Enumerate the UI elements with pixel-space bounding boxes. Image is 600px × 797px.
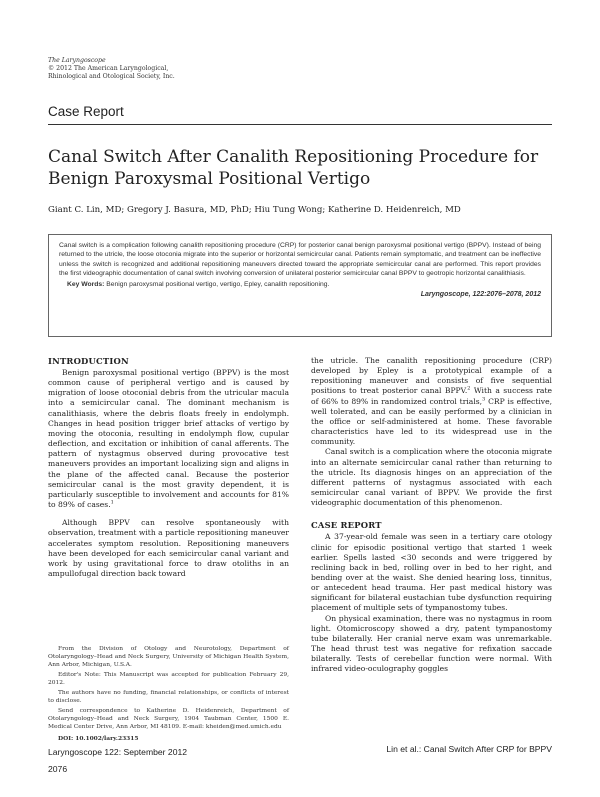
copyright-line: © 2012 The American Laryngological, xyxy=(48,65,169,72)
right-paragraph-1 xyxy=(311,356,552,447)
left-column xyxy=(48,356,289,579)
right-paragraph-2: Canal switch is a complication where the otoconia migrate into an alternate semicircular canal rather than returning to the utricle. Its diagnosis hinges on an appreciation of the different patterns of nystagmus associated with each semicircular canal variant of BPPV. We provide the first videographic documentation of this phenomenon. xyxy=(311,447,552,508)
keywords-text: Benign paroxysmal positional vertigo, vertigo, Epley, canalith repositioning. xyxy=(106,280,330,288)
keywords-line xyxy=(59,280,541,289)
footnote-funding: The authors have no funding, financial relationships, or conflicts of interest to disclose. xyxy=(48,690,289,704)
rp1-b: With a success rate of 66% to 89% in randomized control trials, xyxy=(311,386,552,406)
ref-3: 3 xyxy=(482,396,486,403)
page-number: 2076 xyxy=(48,764,68,774)
society-line: Rhinological and Otological Society, Inc. xyxy=(48,73,175,80)
right-column xyxy=(311,356,552,675)
case-paragraph-1: A 37-year-old female was seen in a tertiary care otology clinic for episodic positional vertigo that started 1 week earlier. Spells lasted <30 seconds and were triggered by reclining back in bed, rolling over in bed to her right, and bending over at the waist. She denied hearing loss, tinnitus, or antecedent head trauma. Her past medical history was significant for bilateral eustachian tube dysfunction requiring placement of multiple sets of tympanostomy tubes. xyxy=(311,532,552,613)
footer-left xyxy=(48,744,187,778)
abstract-box xyxy=(48,234,552,337)
footnote-correspondence: Send correspondence to Katherine D. Heidenreich, Department of Otolaryngology–Head and Neck Surgery, 1904 Taubman Center, 1500 E. Medical Center Drive, Ann Arbor, MI 48109. E-mail: kheiden@med.umich.edu xyxy=(48,708,289,730)
journal-header xyxy=(48,57,175,81)
intro-heading: INTRODUCTION xyxy=(48,356,129,366)
running-title: Lin et al.: Canal Switch After CRP for BPPV xyxy=(386,744,552,754)
rp1-c: CRP is effective, well tolerated, and can be easily performed by a clinician in the office or self-administered at home. These favorable characteristics have led to its widespread use in the community. xyxy=(311,396,552,447)
author-list: Giant C. Lin, MD; Gregory J. Basura, MD, PhD; Hiu Tung Wong; Katherine D. Heidenreich, MD xyxy=(48,205,461,215)
journal-name: The Laryngoscope xyxy=(48,57,106,64)
keywords-label: Key Words: xyxy=(67,280,105,288)
intro-paragraph-2: Although BPPV can resolve spontaneously with observation, treatment with a particle repositioning maneuver accelerates symptom resolution. Repositioning maneuvers have been developed for each semicircular canal variant and work by using gravitational force to draw otoliths in an ampullofugal direction back toward xyxy=(48,518,289,578)
article-title: Canal Switch After Canalith Repositioning Procedure for Benign Paroxysmal Positional Vertigo xyxy=(48,147,539,189)
case-report-heading: CASE REPORT xyxy=(311,520,382,531)
intro-p1-text: Benign paroxysmal positional vertigo (BPPV) is the most common cause of peripheral vertigo and is caused by migration of loose otoconial debris from the utricular macula into a semicircular canal. The dominant mechanism is canalithiasis, where the debris floats freely in endolymph. Changes in head position trigger brief attacks of vertigo by moving the otoconia, resulting in endolymph flow, cupular deflection, and excitation or inhibition of canal afferents. The pattern of nystagmus observed during provocative test maneuvers provides an important localizing sign and aligns in the plane of the affected canal. Because the posterior semicircular canal is the most gravity dependent, it is particularly susceptible to involvement and accounts for 81% to 89% of cases. xyxy=(48,368,289,510)
footnotes xyxy=(48,645,289,745)
footnote-affiliation: From the Division of Otology and Neurotology, Department of Otolaryngology–Head and Neck Surgery, University of Michigan Health System, Ann Arbor, Michigan, U.S.A. xyxy=(48,646,289,668)
abstract-text: Canal switch is a complication following canalith repositioning procedure (CRP) for posterior canal benign paroxysmal positional vertigo (BPPV). Instead of being returned to the utricle, the loose otoconia migrate into the superior or horizontal semicircular canal. Patients remain symptomatic, and treatment can be ineffective unless the switch is recognized and additional repositioning maneuvers directed toward the appropriate semicircular canal are performed. This report provides the first videographic documentation of canal switch involving conversion of unilateral posterior semicircular canal BPPV to geotropic horizontal canalithiasis. xyxy=(59,242,541,278)
ref-2: 2 xyxy=(467,385,471,392)
header-divider xyxy=(48,124,552,125)
citation: Laryngoscope, 122:2076–2078, 2012 xyxy=(420,291,541,299)
footnote-editor: Editor's Note: This Manuscript was accepted for publication February 29, 2012. xyxy=(48,672,289,686)
doi: DOI: 10.1002/lary.23315 xyxy=(58,735,139,742)
ref-1: 1 xyxy=(110,499,114,506)
section-label: Case Report xyxy=(48,104,124,119)
intro-paragraph-1 xyxy=(48,368,289,510)
rp1-a: the utricle. The canalith repositioning procedure (CRP) developed by Epley is a prototypical example of a repositioning maneuver and consists of five sequential positions to treat posterior canal BPPV. xyxy=(311,356,552,396)
footer-journal: Laryngoscope 122: September 2012 xyxy=(48,747,188,757)
case-paragraph-2: On physical examination, there was no nystagmus in room light. Otomicroscopy showed a dry, patent tympanostomy tube bilaterally. Her cranial nerve exam was unremarkable. The head thrust test was negative for refixation saccade bilaterally. Tests of cerebellar function were normal. With infrared video-oculography goggles xyxy=(311,613,552,674)
